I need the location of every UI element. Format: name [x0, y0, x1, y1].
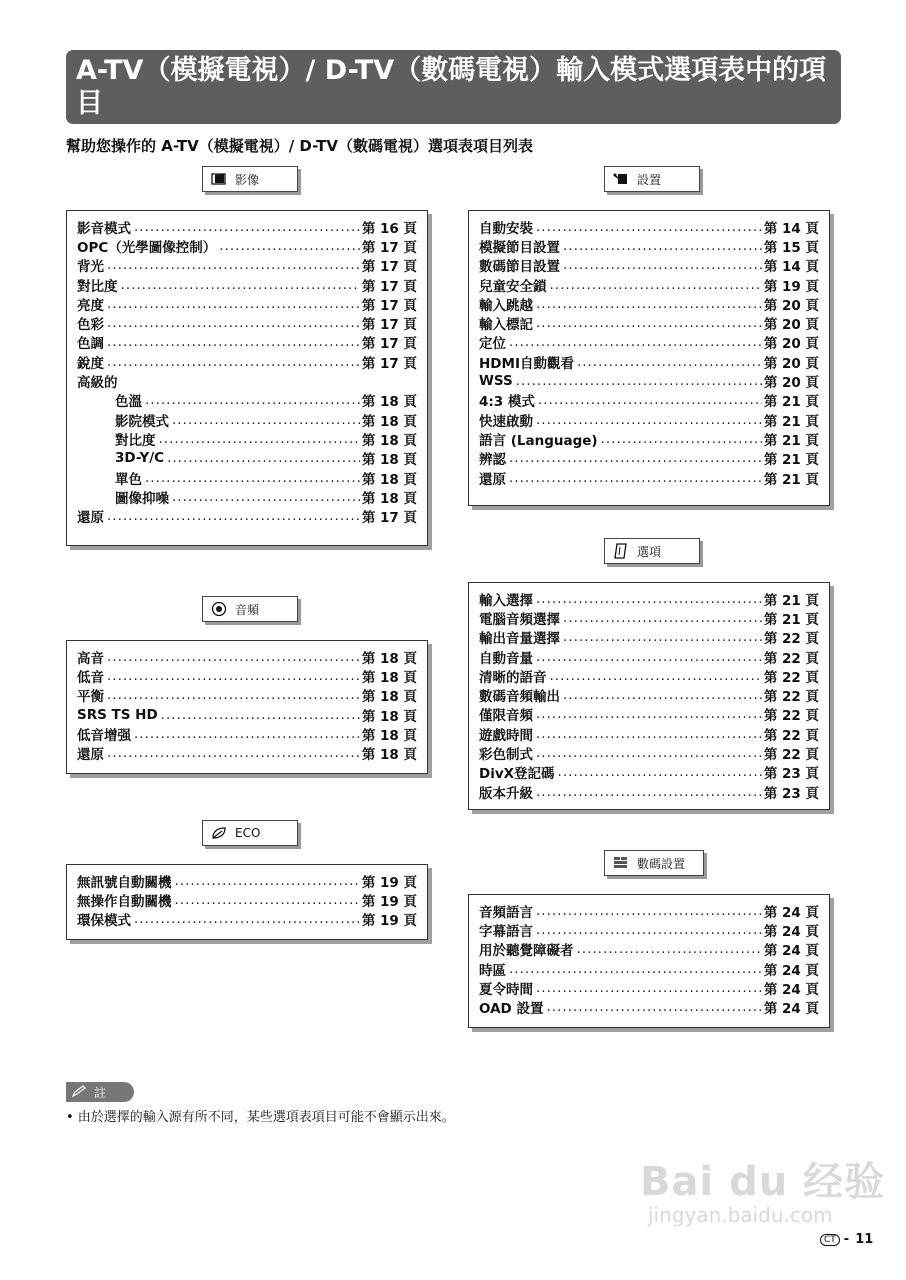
menu-item-page: 第 18 頁	[361, 413, 417, 430]
menu-item-page: 第 22 頁	[763, 689, 819, 705]
menu-item-label: 色調	[77, 336, 104, 353]
option-menu-box	[468, 582, 830, 810]
menu-item	[479, 256, 819, 275]
menu-item-page: 第 21 頁	[763, 452, 819, 468]
dot-leader	[107, 668, 360, 684]
menu-item	[479, 997, 819, 1016]
speaker-icon	[211, 601, 227, 617]
menu-item-page: 第 22 頁	[763, 631, 819, 647]
dot-leader	[107, 334, 360, 350]
watermark-logo: Bai du 经验	[640, 1159, 886, 1205]
menu-item-label: 音頻語言	[479, 904, 533, 921]
dot-leader	[509, 470, 762, 486]
picture-menu-box	[66, 210, 428, 546]
menu-item-label: 平衡	[77, 689, 104, 705]
menu-item-label: 3D-Y/C	[115, 450, 165, 467]
menu-item-label: 清晰的語音	[479, 669, 547, 686]
dot-leader	[107, 296, 360, 312]
menu-item-label: 單色	[115, 471, 142, 488]
dot-leader	[219, 238, 360, 254]
dot-leader	[536, 706, 762, 722]
menu-item-page: 第 22 頁	[763, 727, 819, 744]
dot-leader	[134, 911, 360, 927]
menu-item-label: OPC（光學圖像控制）	[77, 239, 217, 256]
menu-item-label: 電腦音頻選擇	[479, 611, 560, 628]
menu-item-label: 快速啟動	[479, 413, 533, 430]
menu-item	[479, 371, 819, 390]
tab-label: 音頻	[235, 602, 260, 617]
tab-label: 影像	[235, 172, 260, 187]
dot-leader	[577, 941, 762, 957]
dot-leader	[161, 707, 360, 723]
dot-leader	[538, 392, 762, 408]
menu-item	[479, 313, 819, 332]
menu-item	[77, 313, 417, 332]
menu-item-page: 第 19 頁	[763, 278, 819, 295]
menu-item-page: 第 20 頁	[763, 375, 819, 391]
menu-item-label: 用於聽覺障礙者	[479, 943, 574, 959]
menu-item-page: 第 19 頁	[361, 893, 417, 910]
menu-item	[77, 352, 417, 371]
menu-item-page: 第 20 頁	[763, 317, 819, 333]
menu-item	[77, 890, 417, 909]
dot-leader	[509, 450, 762, 466]
menu-item-label: 輸入標記	[479, 317, 533, 333]
menu-item	[77, 506, 417, 525]
dot-leader	[145, 470, 360, 486]
menu-item	[77, 410, 417, 429]
menu-item-page: 第 17 頁	[361, 259, 417, 275]
dot-leader	[536, 412, 762, 428]
dot-leader	[172, 489, 360, 505]
page-dash: -	[843, 1232, 850, 1247]
menu-item-label: 還原	[479, 471, 506, 488]
menu-item-label: 對比度	[77, 278, 118, 295]
menu-item-label: WSS	[479, 373, 513, 390]
note-tag-label: 註	[94, 1085, 107, 1100]
menu-item	[479, 333, 819, 352]
menu-item	[479, 236, 819, 255]
menu-item-label: 輸出音量選擇	[479, 631, 560, 647]
menu-item	[479, 920, 819, 939]
menu-item-label: 模擬節目設置	[479, 239, 560, 256]
menu-item-page: 第 18 頁	[361, 669, 417, 686]
dot-leader	[107, 745, 360, 761]
dot-leader	[536, 591, 762, 607]
menu-item-label: 還原	[77, 747, 104, 763]
menu-item-label: 高音	[77, 650, 104, 667]
menu-item-label: 兒童安全鎖	[479, 278, 547, 295]
dot-leader	[563, 238, 762, 254]
menu-item-label: 對比度	[115, 432, 156, 449]
menu-item-label: 低音	[77, 669, 104, 686]
menu-item	[479, 294, 819, 313]
menu-item-label: HDMI自動觀看	[479, 355, 574, 372]
dot-leader	[536, 649, 762, 665]
dot-leader	[172, 412, 360, 428]
menu-item-label: 夏令時間	[479, 981, 533, 998]
menu-item-page: 第 20 頁	[763, 336, 819, 353]
menu-item-label: 辨認	[479, 452, 506, 468]
menu-item-label: 環保模式	[77, 913, 131, 929]
menu-item-page: 第 20 頁	[763, 355, 819, 372]
menu-item-page: 第 23 頁	[763, 766, 819, 782]
setup-menu-box	[468, 210, 830, 506]
menu-item-label: SRS TS HD	[77, 706, 158, 723]
menu-item	[479, 352, 819, 371]
menu-item-page: 第 24 頁	[763, 981, 819, 998]
menu-item-label: 字幕語言	[479, 923, 533, 940]
tab-option	[604, 538, 700, 564]
menu-item	[77, 449, 417, 468]
menu-item	[77, 371, 417, 390]
dot-leader	[536, 922, 762, 938]
dot-leader	[134, 726, 360, 742]
menu-item-page: 第 18 頁	[361, 452, 417, 468]
menu-item	[479, 449, 819, 468]
dot-leader	[536, 296, 762, 312]
dot-leader	[536, 745, 762, 761]
menu-item	[77, 743, 417, 762]
dot-leader	[536, 726, 762, 742]
menu-item-page: 第 17 頁	[361, 239, 417, 256]
menu-item-page: 第 24 頁	[763, 1001, 819, 1017]
menu-item-page: 第 21 頁	[763, 592, 819, 609]
menu-item	[77, 236, 417, 255]
menu-item	[77, 871, 417, 890]
menu-item	[479, 217, 819, 236]
menu-item	[479, 391, 819, 410]
menu-item	[479, 429, 819, 448]
menu-item-page: 第 18 頁	[361, 689, 417, 705]
menu-item	[77, 275, 417, 294]
watermark-url: jingyan.baidu.com	[648, 1203, 833, 1227]
dot-leader	[159, 431, 360, 447]
menu-item-label: 4:3 模式	[479, 394, 535, 410]
menu-item-page: 第 22 頁	[763, 708, 819, 725]
menu-item-page: 第 21 頁	[763, 394, 819, 410]
menu-item-page: 第 24 頁	[763, 943, 819, 959]
menu-item-page: 第 19 頁	[361, 874, 417, 891]
menu-item	[479, 666, 819, 685]
menu-item	[77, 705, 417, 724]
dot-leader	[121, 277, 360, 293]
pencil-icon	[72, 1085, 86, 1100]
menu-item-page: 第 24 頁	[763, 923, 819, 940]
tab-digital-setup	[604, 850, 704, 876]
menu-item	[479, 628, 819, 647]
menu-item	[77, 487, 417, 506]
dot-leader	[107, 508, 360, 524]
menu-item	[77, 294, 417, 313]
tab-label: 選項	[637, 544, 662, 559]
menu-item	[479, 959, 819, 978]
menu-item-page: 第 18 頁	[361, 747, 417, 763]
menu-item-label: 自動音量	[479, 650, 533, 667]
leaf-icon	[211, 825, 227, 841]
menu-item-label: DivX登記碼	[479, 766, 555, 782]
setup-icon	[613, 171, 629, 187]
menu-item-label: 無訊號自動關機	[77, 874, 172, 891]
note-text: • 由於選擇的輸入源有所不同，某些選項表項目可能不會顯示出來。	[66, 1110, 455, 1125]
menu-item-page: 第 17 頁	[361, 355, 417, 372]
menu-item-label: 數碼節目設置	[479, 259, 560, 275]
menu-item	[479, 743, 819, 762]
menu-item-page: 第 15 頁	[763, 239, 819, 256]
tab-setup	[604, 166, 700, 192]
menu-item-page: 第 21 頁	[763, 471, 819, 488]
menu-item-label: 色彩	[77, 317, 104, 333]
menu-item	[479, 782, 819, 801]
dot-leader	[509, 961, 762, 977]
dot-leader	[563, 610, 762, 626]
page-number-value: 11	[855, 1232, 874, 1247]
menu-item-label: 圖像抑噪	[115, 490, 169, 507]
menu-item-label: 語言 (Language)	[479, 432, 598, 449]
dot-leader	[107, 315, 360, 331]
menu-item	[479, 647, 819, 666]
menu-item-label: 還原	[77, 510, 104, 526]
menu-item	[479, 705, 819, 724]
dot-leader	[536, 784, 762, 800]
dot-leader	[577, 354, 762, 370]
menu-item-page: 第 22 頁	[763, 650, 819, 667]
menu-item	[77, 686, 417, 705]
menu-item-page: 第 21 頁	[763, 611, 819, 628]
menu-item-label: 銳度	[77, 355, 104, 372]
menu-item-page: 第 24 頁	[763, 962, 819, 979]
picture-icon	[211, 171, 227, 187]
menu-item-label: 色溫	[115, 394, 142, 410]
menu-item	[77, 724, 417, 743]
tab-picture	[202, 166, 298, 192]
menu-item-page: 第 16 頁	[361, 220, 417, 237]
dot-leader	[175, 873, 360, 889]
menu-item	[479, 901, 819, 920]
dot-leader	[550, 668, 762, 684]
menu-item	[479, 275, 819, 294]
dot-leader	[516, 373, 762, 389]
tab-label: ECO	[235, 826, 261, 840]
menu-item-label: OAD 設置	[479, 1001, 544, 1017]
dot-leader	[167, 450, 360, 466]
dot-leader	[536, 219, 762, 235]
menu-item-label: 輸入跳越	[479, 297, 533, 314]
tab-audio	[202, 596, 298, 622]
tab-label: 設置	[637, 172, 662, 187]
note-tag	[66, 1082, 134, 1102]
menu-item-label: 彩色制式	[479, 747, 533, 763]
menu-item	[77, 468, 417, 487]
page-title: A-TV（模擬電視）/ D-TV（數碼電視）輸入模式選項表中的項目	[76, 55, 827, 119]
menu-item	[77, 910, 417, 929]
menu-item-page: 第 14 頁	[763, 259, 819, 275]
dot-leader	[536, 980, 762, 996]
dot-leader	[601, 431, 762, 447]
menu-item-page: 第 18 頁	[361, 708, 417, 725]
dot-leader	[558, 764, 762, 780]
menu-item-page: 第 23 頁	[763, 785, 819, 802]
digital-setup-icon	[613, 855, 629, 871]
menu-item-page: 第 18 頁	[361, 432, 417, 449]
menu-item	[479, 940, 819, 959]
menu-item	[479, 410, 819, 429]
page-number	[820, 1232, 873, 1247]
menu-item-page: 第 17 頁	[361, 317, 417, 333]
menu-item-label: 定位	[479, 336, 506, 353]
dot-leader	[563, 257, 762, 273]
digital-setup-menu-box	[468, 894, 830, 1028]
menu-item-page: 第 18 頁	[361, 727, 417, 744]
menu-item	[77, 666, 417, 685]
dot-leader	[145, 392, 360, 408]
menu-item-page: 第 14 頁	[763, 220, 819, 237]
menu-item-label: 影音模式	[77, 220, 131, 237]
menu-item-label: 高級的	[77, 375, 118, 391]
dot-leader	[107, 687, 360, 703]
menu-item-page: 第 19 頁	[361, 913, 417, 929]
eco-menu-box	[66, 864, 428, 940]
menu-item	[77, 256, 417, 275]
menu-item	[479, 468, 819, 487]
tab-eco	[202, 820, 298, 846]
menu-item-label: 自動安裝	[479, 220, 533, 237]
title-bar	[66, 50, 841, 124]
menu-item-label: 低音增强	[77, 727, 131, 744]
menu-item-page: 第 17 頁	[361, 297, 417, 314]
dot-leader	[107, 257, 360, 273]
dot-leader	[134, 219, 360, 235]
dot-leader	[175, 892, 360, 908]
dot-leader	[509, 334, 762, 350]
menu-item	[479, 589, 819, 608]
menu-item-page: 第 22 頁	[763, 669, 819, 686]
menu-item-page: 第 20 頁	[763, 297, 819, 314]
menu-item	[77, 647, 417, 666]
menu-item-label: 影院模式	[115, 413, 169, 430]
menu-item-page: 第 24 頁	[763, 904, 819, 921]
menu-item	[479, 763, 819, 782]
menu-item-page: 第 17 頁	[361, 278, 417, 295]
menu-item-label: 遊戲時間	[479, 727, 533, 744]
menu-item-label: 僅限音頻	[479, 708, 533, 725]
menu-item-page: 第 17 頁	[361, 510, 417, 526]
menu-item-label: 背光	[77, 259, 104, 275]
menu-item-page: 第 18 頁	[361, 650, 417, 667]
menu-item-label: 輸入選擇	[479, 592, 533, 609]
menu-item	[479, 608, 819, 627]
dot-leader	[563, 629, 762, 645]
menu-item	[77, 429, 417, 448]
dot-leader	[107, 354, 360, 370]
menu-item-page: 第 18 頁	[361, 471, 417, 488]
menu-item-page: 第 21 頁	[763, 432, 819, 449]
subtitle: 幫助您操作的 A-TV（模擬電視）/ D-TV（數碼電視）選項表項目列表	[66, 137, 533, 155]
menu-item-label: 時區	[479, 962, 506, 979]
menu-item	[77, 333, 417, 352]
menu-item-label: 版本升級	[479, 785, 533, 802]
menu-item-page: 第 18 頁	[361, 490, 417, 507]
dot-leader	[536, 903, 762, 919]
dot-leader	[563, 687, 762, 703]
menu-item-page: 第 18 頁	[361, 394, 417, 410]
menu-item	[77, 217, 417, 236]
menu-item	[479, 724, 819, 743]
menu-item-page: 第 22 頁	[763, 747, 819, 763]
menu-item	[479, 978, 819, 997]
menu-item-label: 無操作自動關機	[77, 893, 172, 910]
menu-item	[479, 685, 819, 704]
menu-item-page: 第 17 頁	[361, 336, 417, 353]
option-icon	[613, 543, 629, 559]
dot-leader	[107, 649, 360, 665]
menu-item	[77, 391, 417, 410]
audio-menu-box	[66, 640, 428, 774]
dot-leader	[536, 315, 762, 331]
tab-label: 數碼設置	[637, 856, 686, 871]
dot-leader	[550, 277, 762, 293]
menu-item-label: 數碼音頻輸出	[479, 689, 560, 705]
menu-item-label: 亮度	[77, 297, 104, 314]
region-badge: CT	[820, 1234, 840, 1246]
dot-leader	[546, 999, 761, 1015]
menu-item-page: 第 21 頁	[763, 413, 819, 430]
